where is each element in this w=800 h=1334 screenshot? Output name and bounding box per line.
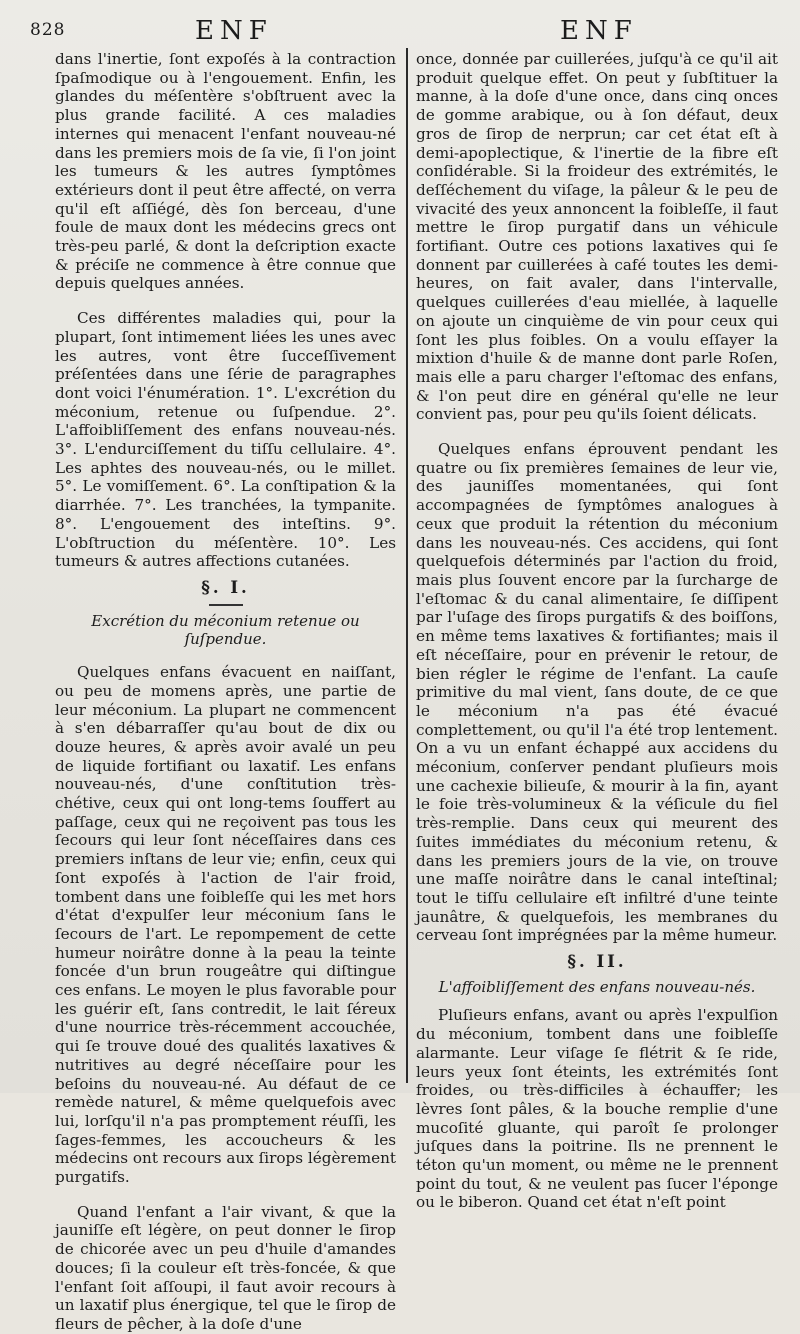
paragraph: Ces différentes maladies qui, pour la plupart, ſont intimement liées les unes avec les autres, vont être ſucceſſivement préſentées dans une ſérie de paragraphes dont voici l'énumération. 1°. L'excrétion du méconium, retenue ou ſuſpendue. 2°. L'affoibliſſement des enfans nouveau-nés. 3°. L'endurciſſement du tiſſu cellulaire. 4°. Les aphtes des nouveau-nés, ou le millet. 5°. Le vomiſſement. 6°. La conſtipation & la diarrhée. 7°. Les tranchées, la tympanite. 8°. L'engouement des inteſtins. 9°. L'obſtruction du méſentère. 10°. Les tumeurs & autres affections cutanées. xyxy=(55,309,396,571)
paragraph: Quelques enfans évacuent en naiſſant, ou peu de momens après, une partie de leur méconium. La plupart ne commencent à s'en débarraſſer qu'au bout de dix ou douze heures, & après avoir avalé un peu de liquide fortifiant ou laxatif. Les enfans nouveau-nés, d'une conſtitution très-chétive, ceux qui ont long-tems ſouffert au paſſage, ceux qui ne reçoivent pas tous les ſecours qui leur ſont néceſſaires dans ces premiers inſtans de leur vie; enfin, ceux qui ſont expoſés à l'action de l'air froid, tombent dans une foibleſſe qui les met hors d'état d'expulſer leur méconium ſans le ſecours de l'art. Le repompement de cette humeur noirâtre donne à la peau la teinte foncée d'un brun rougeâtre qui diſtingue ces enfans. Le moyen le plus favorable pour les guérir eſt, ſans contredit, le lait ſéreux d'une nourrice très-récemment accouchée, qui ſe trouve doué des qualités laxatives & nutritives au degré néceſſaire pour les beſoins du nouveau-né. Au défaut de ce remède naturel, & même quelquefois avec lui, lorſqu'il n'a pas promptement réuſſi, les ſages-femmes, les accoucheurs & les médecins ont recours aux ſirops légèrement purgatifs. xyxy=(55,663,396,1187)
section-mark: §. I. xyxy=(201,577,250,597)
paragraph-gap xyxy=(55,293,396,309)
right-column xyxy=(416,50,778,1212)
section-mark: §. II. xyxy=(567,952,627,972)
section-title: Excrétion du méconium retenue ou ſuſpendue. xyxy=(91,611,360,649)
paragraph: Quand l'enfant a l'air vivant, & que la jauniſſe eſt légère, on peut donner le ſirop de chicorée avec un peu d'huile d'amandes douces; ſi la couleur eſt très-foncée, & que l'enfant ſoit aſſoupi, il faut avoir recours à un laxatif plus énergique, tel que le ſirop de fleurs de pêcher, à la doſe d'une xyxy=(55,1202,396,1333)
paragraph: Quelques enfans éprouvent pendant les quatre ou ſix premières ſemaines de leur vie, des jauniſſes momentanées, qui ſont accompagnées de ſymptômes analogues à ceux que produit la rétention du méconium dans les nouveau-nés. Ces accidens, qui ſont quelquefois déterminés par l'action du froid, mais plus ſouvent encore par la ſurcharge de l'eſtomac & du canal alimentaire, ſe diſſipent par l'uſage des ſirops purgatifs & des boiſſons, en même tems laxatives & fortifiantes; mais il eſt néceſſaire, pour en prévenir le retour, de bien régler le régime de l'enfant. La cauſe primitive du mal vient, ſans doute, de ce que le méconium n'a pas été évacué complettement, ou qu'il l'a été trop lentement. On a vu un enfant échappé aux accidens du méconium, conſerver pendant pluſieurs mois une cachexie bilieuſe, & mourir à la fin, ayant le foie très-volumineux & la véſicule du fiel très-remplie. Dans ceux qui meurent des ſuites immédiates du méconium retenu, & dans les premiers jours de la vie, on trouve une maſſe noirâtre dans le canal inteſtinal; tout le tiſſu cellulaire eſt infiltré d'une teinte jaunâtre, & quelquefois, les membranes du cerveau ſont imprégnées par la même humeur. xyxy=(416,440,778,945)
paragraph: once, donnée par cuillerées, juſqu'à ce qu'il ait produit quelque effet. On peut y ſubſtituer la manne, à la doſe d'une once, dans cinq onces de gomme arabique, ou à ſon défaut, deux gros de ſirop de nerprun; car cet état eſt à demi-apoplectique, & l'inertie de la fibre eſt conſidérable. Si la froideur des extrémités, le deſſéchement du viſage, la pâleur & le peu de vivacité des yeux annoncent la foibleſſe, il faut mettre le ſirop purgatif dans un véhicule fortifiant. Outre ces potions laxatives qui ſe donnent par cuillerées à café toutes les demi-heures, on fait avaler, dans l'intervalle, quelques cuillerées d'eau miellée, à laquelle on ajoute un cinquième de vin pour ceux qui ſont les plus foibles. On a voulu eſſayer la mixtion d'huile & de manne dont parle Roſen, mais elle a paru charger l'eſtomac des enfans, & l'on peut dire en général qu'elle ne leur convient pas, pour peu qu'ils ſoient délicats. xyxy=(416,50,778,424)
paragraph: dans l'inertie, ſont expoſés à la contraction ſpaſmodique ou à l'engouement. Enfin, les glandes du méſentère s'obſtruent avec la plus grande facilité. A ces maladies internes qui menacent l'enfant nouveau-né dans les premiers mois de ſa vie, ſi l'on joint les tumeurs & les autres ſymptômes extérieurs dont il peut être affecté, on verra qu'il eſt aſſiégé, dès ſon berceau, d'une foule de maux dont les médecins grecs ont très-peu parlé, & dont la deſcription exacte & préciſe ne commence à être connue que depuis quelques années. xyxy=(55,50,396,293)
running-head xyxy=(0,8,800,48)
running-head-right: ENF xyxy=(560,16,638,46)
left-column xyxy=(55,50,396,1334)
section-rule xyxy=(209,604,243,606)
page-number: 828 xyxy=(30,20,66,40)
column-divider xyxy=(406,48,408,1083)
paragraph-gap xyxy=(55,1187,396,1203)
running-head-left: ENF xyxy=(195,16,273,46)
paragraph-gap xyxy=(416,424,778,440)
paragraph: Pluſieurs enfans, avant ou après l'expulſion du méconium, tombent dans une foibleſſe alarmante. Leur viſage ſe flétrit & ſe ride, leurs yeux ſont éteints, les extrémités ſont froides, ou très-difficiles à échauffer; les lèvres ſont pâles, & la bouche remplie d'une mucoſité gluante, qui paroît ſe prolonger juſques dans la poitrine. Ils ne prennent le téton qu'un moment, ou même ne le prennent point du tout, & ne veulent pas ſucer l'éponge ou le biberon. Quand cet état n'eſt point xyxy=(416,1006,778,1212)
section-title: L'affoibliſſement des enfans nouveau-nés. xyxy=(438,977,756,996)
